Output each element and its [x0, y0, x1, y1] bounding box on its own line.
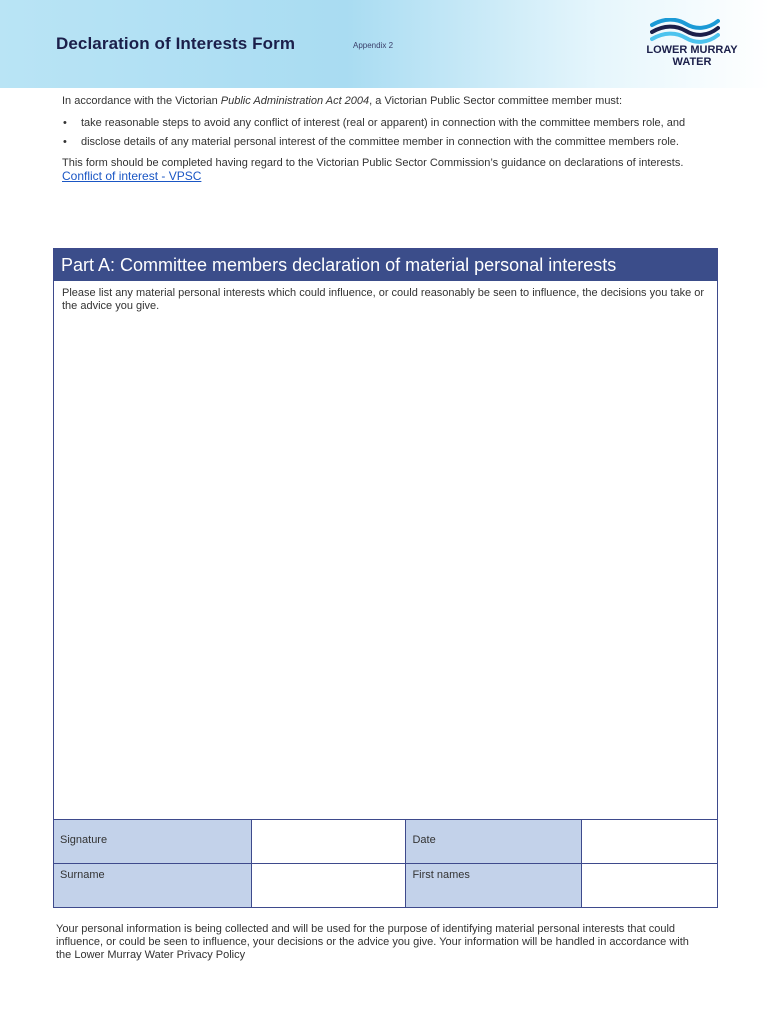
signature-field[interactable]	[251, 820, 406, 864]
date-label: Date	[406, 820, 582, 864]
privacy-notice: Your personal information is being collected and will be used for the purpose of identifying material personal interests that could influence, or could be seen to influence, your decisions or the advice you give. Your information will be handled in accordance with the Lower Murray Water Privacy Policy	[56, 923, 689, 961]
list-item	[62, 117, 712, 130]
signature-label: Signature	[54, 820, 252, 864]
list-item	[62, 136, 712, 149]
interests-entry-area[interactable]	[54, 329, 717, 819]
lower-murray-water-logo	[636, 18, 748, 74]
logo-line-2: WATER	[672, 56, 712, 68]
intro-section	[62, 95, 712, 193]
obligations-list	[62, 117, 712, 149]
form-title: Declaration of Interests Form	[56, 34, 296, 53]
surname-field[interactable]	[251, 864, 406, 908]
guidance-text: This form should be completed having regard to the Victorian Public Sector Commission’s guidance on declarations of interests.	[62, 157, 684, 169]
table-row	[54, 820, 718, 864]
guidance-paragraph	[62, 157, 712, 184]
act-name: Public Administration Act 2004	[220, 95, 370, 107]
intro-text-start: In accordance with the Victorian	[62, 95, 221, 107]
logo-line-1: LOWER MURRAY	[646, 44, 738, 56]
surname-label: Surname	[54, 864, 252, 908]
vpsc-link[interactable]: Conflict of interest - VPSC	[62, 169, 202, 183]
date-field[interactable]	[582, 820, 718, 864]
bullet-icon: •	[63, 136, 67, 148]
part-a-instructions: Please list any material personal interests which could influence, or could reasonably be seen to influence, the decisions you take or the advice you give.	[62, 287, 705, 312]
first-names-field[interactable]	[582, 864, 718, 908]
waves-icon	[650, 18, 720, 44]
list-item-text: disclose details of any material personal interest of the committee member in connection with the committee members role.	[81, 136, 679, 148]
part-a-section	[53, 248, 718, 820]
list-item-text: take reasonable steps to avoid any conflict of interest (real or apparent) in connection with the committee members role, and	[81, 117, 686, 129]
signature-table	[53, 819, 718, 908]
intro-text-end: , a Victorian Public Sector committee member must:	[369, 95, 623, 107]
appendix-label: Appendix 2	[353, 41, 394, 50]
intro-paragraph	[62, 95, 712, 108]
table-row	[54, 864, 718, 908]
logo-text	[636, 44, 748, 68]
part-a-heading: Part A: Committee members declaration of material personal interests	[54, 249, 717, 281]
first-names-label: First names	[406, 864, 582, 908]
bullet-icon: •	[63, 117, 67, 129]
page-header	[0, 0, 770, 88]
